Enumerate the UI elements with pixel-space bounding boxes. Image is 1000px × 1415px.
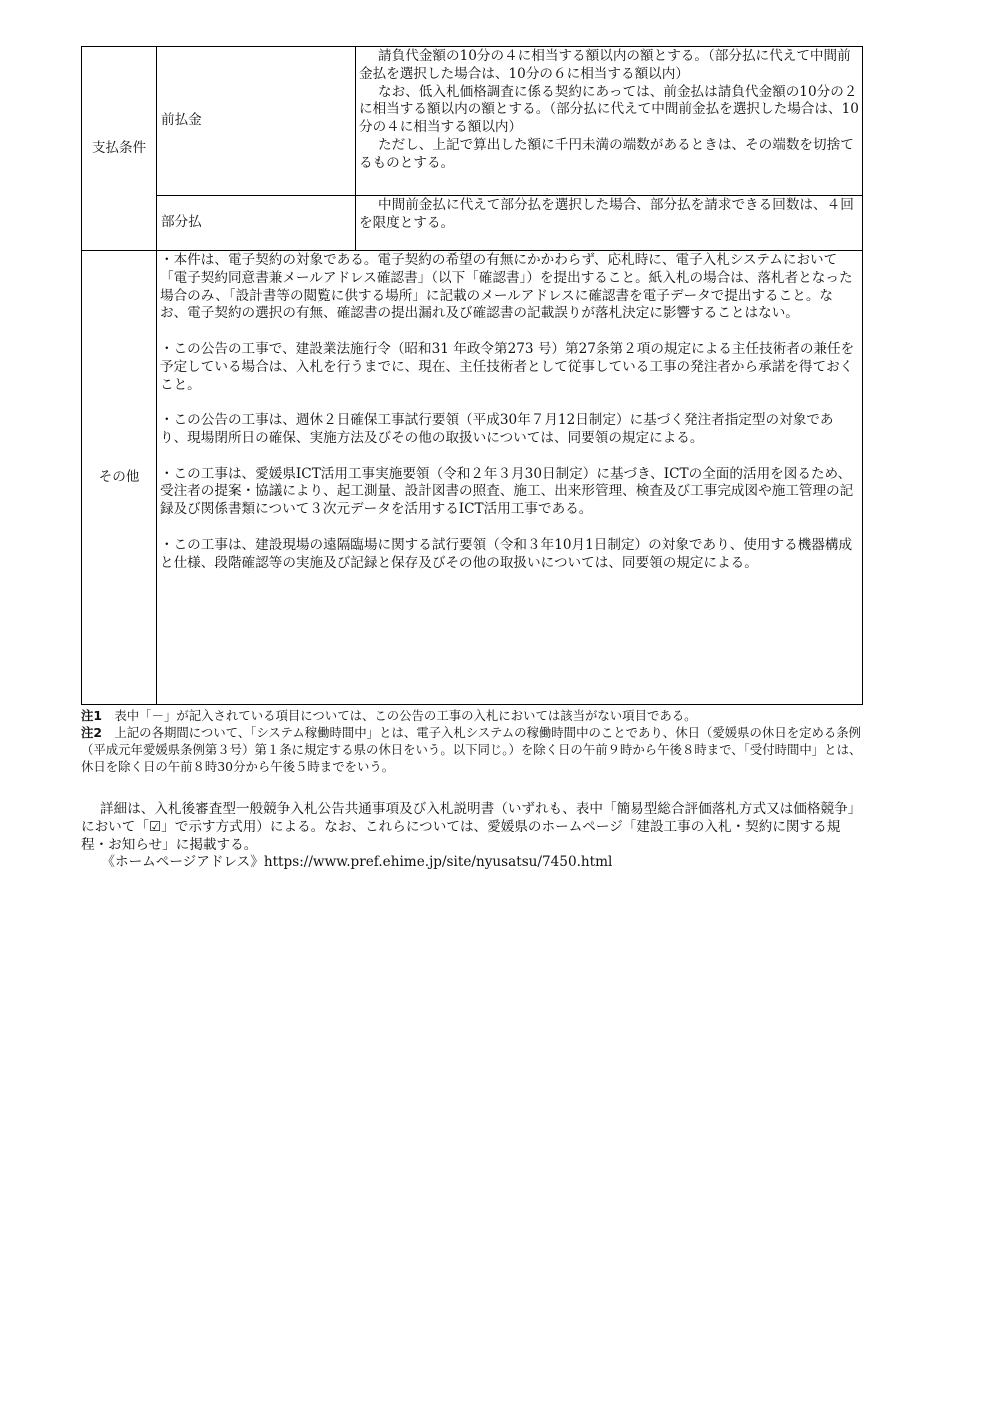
other-item: ・この工事は、建設現場の遠隔臨場に関する試行要領（令和３年10月1日制定）の対象であり、使用する機器構成と仕様、段階確認等の実施及び記録と保存及びその他の取扱いについては、同要領の規定による。 — [160, 536, 853, 571]
advance-payment-text — [356, 47, 863, 196]
notes — [81, 707, 862, 775]
partial-payment-row — [82, 196, 863, 251]
other-label: その他 — [82, 251, 157, 705]
advance-paragraph: ただし、上記で算出した額に千円未満の端数があるときは、その端数を切捨てるものとする。 — [359, 136, 854, 171]
document-page — [81, 46, 862, 872]
partial-payment-label: 部分払 — [157, 196, 356, 251]
payment-terms-label: 支払条件 — [82, 47, 157, 251]
detail-section — [81, 801, 862, 872]
other-item: ・本件は、電子契約の対象である。電子契約の希望の有無にかかわらず、応札時に、電子入札システムにおいて「電子契約同意書兼メールアドレス確認書」（以下「確認書」）を提出すること。紙入札の場合は、落札者となった場合のみ、「設計書等の閲覧に供する場所」に記載のメールアドレスに確認書を電子データで提出すること。なお、電子契約の選択の有無、確認書の提出漏れ及び確認書の記載誤りが落札決定に影響することはない。 — [160, 252, 853, 322]
advance-paragraph: 請負代金額の10分の４に相当する額以内の額とする。（部分払に代えて中間前金払を選択した場合は、10分の６に相当する額以内） — [359, 48, 851, 82]
partial-payment-text: 中間前金払に代えて部分払を選択した場合、部分払を請求できる回数は、４回を限度とする。 — [356, 196, 863, 251]
other-item: ・この公告の工事は、週休２日確保工事試行要領（平成30年７月12日制定）に基づく発注者指定型の対象であり、現場閉所日の確保、実施方法及びその他の取扱いについては、同要領の規定による。 — [160, 412, 834, 446]
other-item: ・この工事は、愛媛県ICT活用工事実施要領（令和２年３月30日制定）に基づき、ICTの全面的活用を図るため、受注者の提案・協議により、起工測量、設計図書の照査、施工、出来形管理、検査及び工事完成図や施工管理の記録及び関係書類について３次元データを活用するICT活用工事である。 — [160, 465, 854, 518]
advance-payment-label: 前払金 — [157, 47, 356, 196]
note-1: 注1 表中「－」が記入されている項目については、この公告の工事の入札においては該当がない項目である。 — [81, 708, 697, 723]
other-text — [157, 251, 863, 705]
other-item: ・この公告の工事で、建設業法施行令（昭和31 年政令第273 号）第27条第２項の規定による主任技術者の兼任を予定している場合は、入札を行うまでに、現在、主任技術者として従事している工事の発注者から承諾を得ておくこと。 — [160, 340, 855, 393]
other-row — [82, 251, 863, 705]
homepage-address: 《ホームページアドレス》https://www.pref.ehime.jp/site/nyusatsu/7450.html — [101, 854, 613, 871]
conditions-table — [81, 46, 863, 705]
advance-paragraph: なお、低入札価格調査に係る契約にあっては、前金払は請負代金額の10分の２に相当する額以内の額とする。（部分払に代えて中間前金払を選択した場合は、10分の４に相当する額以内） — [359, 83, 859, 136]
advance-payment-row — [82, 47, 863, 196]
note-2: 注2 上記の各期間について、「システム稼働時間中」とは、電子入札システムの稼働時間中のことであり、休日（愛媛県の休日を定める条例（平成元年愛媛県条例第３号）第１条に規定する県の休日をいう。以下同じ。）を除く日の午前９時から午後８時まで、「受付時間中」とは、休日を除く日の午前８時30分から午後５時までをいう。 — [81, 725, 862, 774]
detail-text: 詳細は、入札後審査型一般競争入札公告共通事項及び入札説明書（いずれも、表中「簡易型総合評価落札方式又は価格競争」において「☑」で示す方式用）による。なお、これらについては、愛媛県のホームページ「建設工事の入札・契約に関する規程・お知らせ」に掲載する。 — [81, 801, 862, 853]
